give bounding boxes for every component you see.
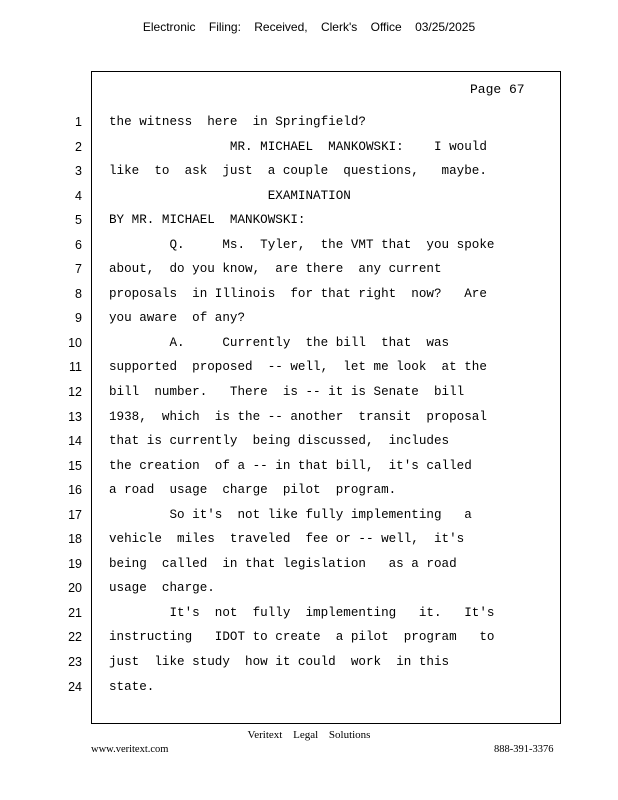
- line-number: 13: [68, 409, 82, 424]
- line-number: 2: [75, 139, 82, 154]
- line-number: 14: [68, 434, 82, 449]
- line-number: 20: [68, 581, 82, 596]
- line-number: 21: [68, 605, 82, 620]
- transcript-line: Q. Ms. Tyler, the VMT that you spoke: [109, 237, 495, 252]
- line-number: 6: [75, 237, 82, 252]
- transcript-line: state.: [109, 679, 155, 694]
- footer-company-word: Legal: [293, 729, 319, 741]
- transcript-line: usage charge.: [109, 581, 215, 596]
- transcript-line: about, do you know, are there any current: [109, 262, 442, 277]
- line-number: 1: [75, 115, 82, 129]
- transcript-line: MR. MICHAEL MANKOWSKI: I would: [109, 139, 487, 154]
- transcript-line: EXAMINATION: [109, 188, 351, 203]
- transcript-line: the witness here in Springfield?: [109, 115, 366, 129]
- footer-company-word: Solutions: [328, 729, 371, 741]
- line-number: 12: [68, 385, 82, 400]
- line-number: 10: [68, 335, 82, 350]
- transcript-line: that is currently being discussed, includes: [109, 434, 450, 449]
- filing-word-clerks: Clerk's: [320, 20, 358, 34]
- transcript-line: vehicle miles traveled fee or -- well, it's: [109, 532, 465, 547]
- footer-company: [0, 729, 618, 741]
- transcript-line: just like study how it could work in this: [109, 655, 450, 670]
- transcript-line: instructing IDOT to create a pilot program to: [109, 630, 495, 645]
- transcript-line: So it's not like fully implementing a: [109, 507, 472, 522]
- line-number: 19: [68, 556, 82, 571]
- footer-phone: 888-391-3376: [494, 744, 554, 755]
- page-number: Page 67: [470, 82, 525, 97]
- transcript-line: bill number. There is -- it is Senate bill: [109, 385, 465, 400]
- footer-company-word: Veritext: [247, 729, 283, 741]
- transcript-line: supported proposed -- well, let me look at the: [109, 360, 487, 375]
- filing-word-electronic: Electronic: [142, 20, 196, 34]
- line-number: 17: [68, 507, 82, 522]
- line-number: 15: [68, 458, 82, 473]
- filing-date: 03/25/2025: [415, 20, 476, 34]
- filing-word-office: Office: [370, 20, 402, 34]
- line-number: 7: [75, 262, 82, 277]
- line-number: 8: [75, 286, 82, 301]
- transcript-line: BY MR. MICHAEL MANKOWSKI:: [109, 213, 306, 228]
- transcript-line: 1938, which is the -- another transit proposal: [109, 409, 487, 424]
- filing-word-received: Received,: [254, 20, 308, 34]
- filing-word-filing: Filing:: [208, 20, 241, 34]
- line-number: 9: [75, 311, 82, 326]
- filing-header: [0, 20, 618, 34]
- line-number: 3: [75, 164, 82, 179]
- line-number: 16: [68, 483, 82, 498]
- line-number-column: [60, 112, 82, 701]
- footer-website: www.veritext.com: [91, 744, 169, 755]
- line-number: 18: [68, 532, 82, 547]
- transcript-text: [109, 112, 549, 701]
- line-number: 22: [68, 630, 82, 645]
- transcript-line: like to ask just a couple questions, maybe.: [109, 164, 487, 179]
- line-number: 24: [68, 679, 82, 694]
- transcript-line: a road usage charge pilot program.: [109, 483, 397, 498]
- transcript-line: you aware of any?: [109, 311, 246, 326]
- transcript-line: being called in that legislation as a road: [109, 556, 457, 571]
- line-number: 11: [69, 360, 82, 375]
- line-number: 4: [75, 188, 82, 203]
- line-number: 23: [68, 655, 82, 670]
- line-number: 5: [75, 213, 82, 228]
- transcript-line: proposals in Illinois for that right now? Are: [109, 286, 487, 301]
- transcript-line: the creation of a -- in that bill, it's called: [109, 458, 472, 473]
- transcript-line: A. Currently the bill that was: [109, 335, 450, 350]
- transcript-line: It's not fully implementing it. It's: [109, 605, 495, 620]
